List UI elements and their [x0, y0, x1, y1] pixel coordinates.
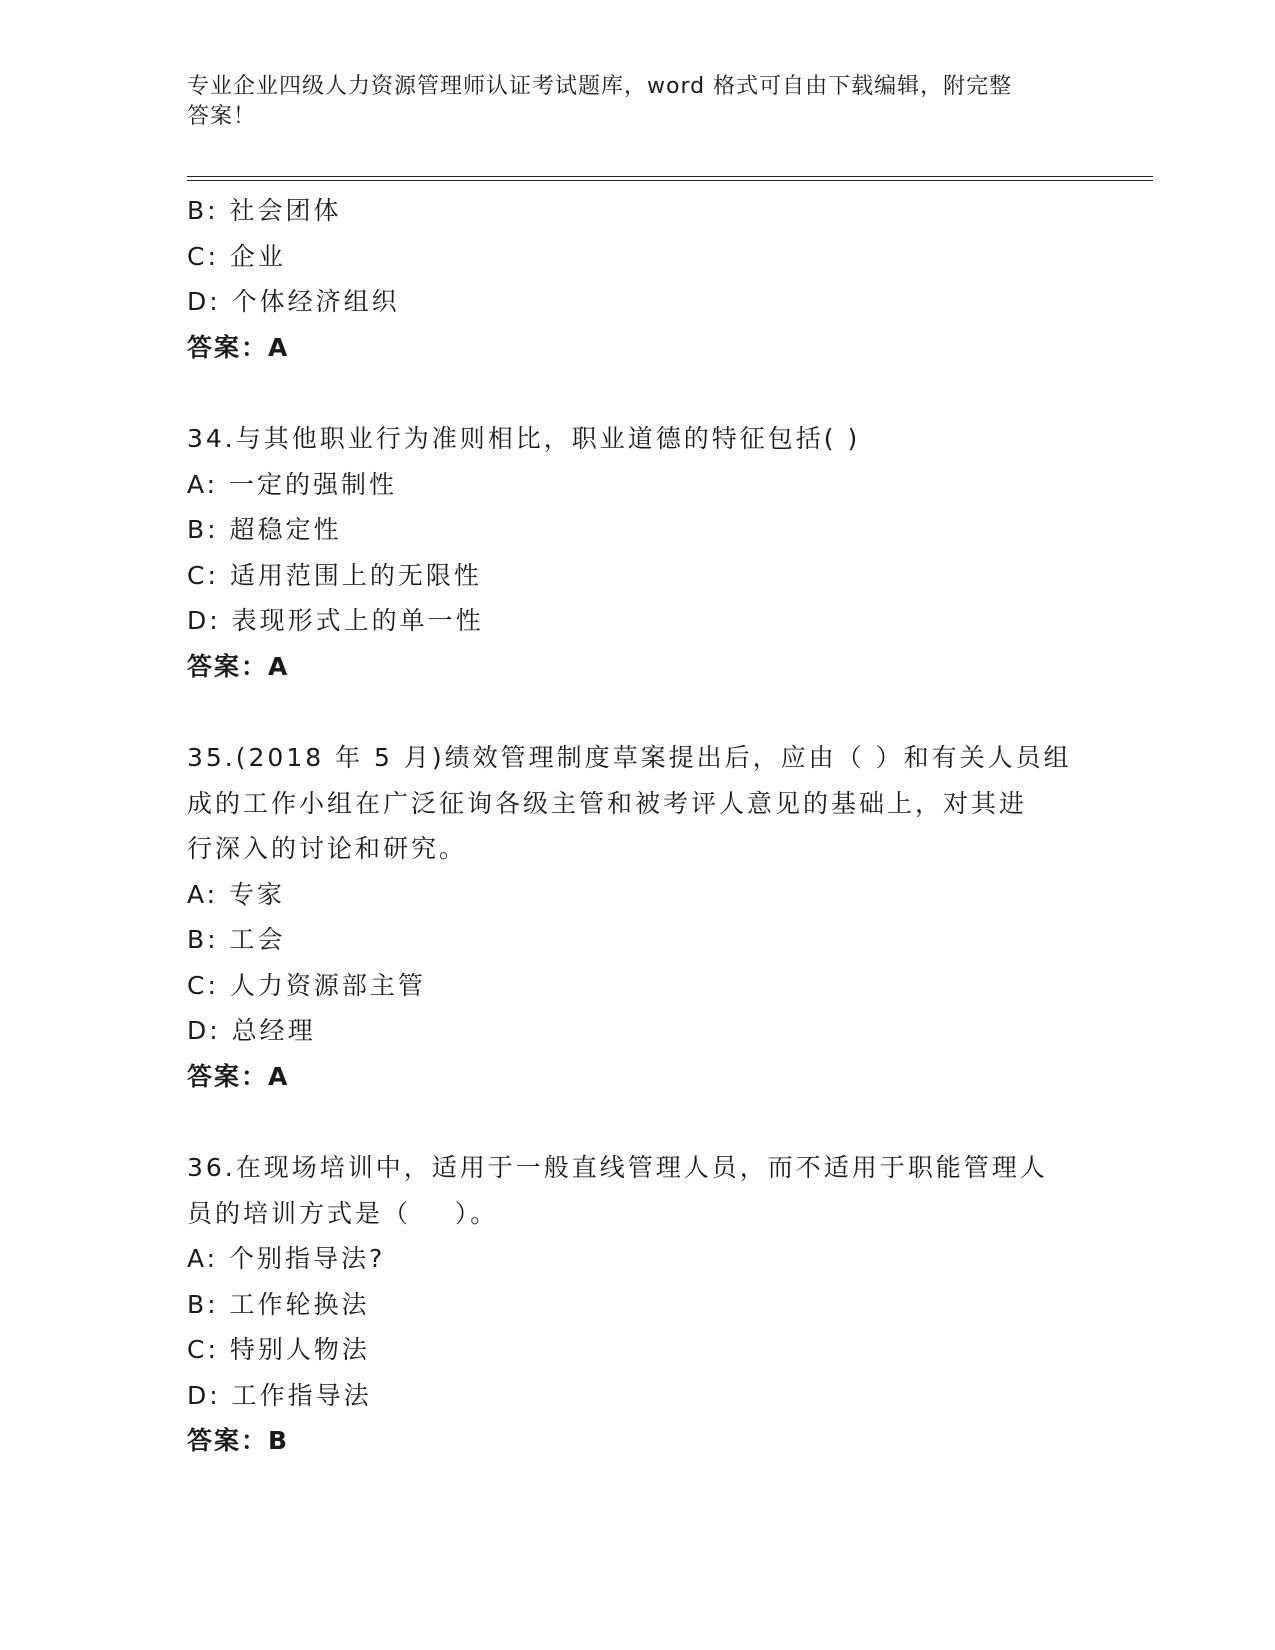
option-d: D: 工作指导法	[187, 1380, 372, 1410]
question-stem-line: 行深入的讨论和研究。	[187, 834, 468, 863]
option-c: C: 适用范围上的无限性	[187, 560, 482, 590]
question-stem-line: 36.在现场培训中，适用于一般直线管理人员，而不适用于职能管理人	[187, 1153, 1048, 1182]
question-36	[187, 1145, 1087, 1464]
option-c: C: 特别人物法	[187, 1335, 370, 1364]
option-c: C: 企业	[187, 241, 286, 271]
header-divider	[187, 176, 1153, 181]
question-stem-line: 员的培训方式是（ ）。	[187, 1198, 499, 1228]
option-a: A: 个别指导法?	[187, 1244, 386, 1273]
answer-line: 答案：A	[187, 332, 290, 362]
document-header	[187, 72, 1067, 132]
answer-line: 答案：B	[187, 1426, 290, 1455]
header-line-1: 专业企业四级人力资源管理师认证考试题库，word 格式可自由下载编辑，附完整	[187, 74, 1013, 99]
option-b: B: 工会	[187, 925, 286, 954]
option-a: A: 专家	[187, 879, 286, 909]
question-34	[187, 416, 1087, 689]
question-stem-line: 成的工作小组在广泛征询各级主管和被考评人意见的基础上，对其进	[187, 788, 1028, 818]
question-stem-line: 34.与其他职业行为准则相比，职业道德的特征包括( )	[187, 424, 861, 453]
option-a: A: 一定的强制性	[187, 469, 398, 499]
option-b: B: 工作轮换法	[187, 1289, 370, 1319]
answer-line: 答案：A	[187, 651, 290, 681]
option-d: D: 个体经济组织	[187, 287, 400, 316]
option-b: B: 社会团体	[187, 196, 342, 225]
option-d: D: 表现形式上的单一性	[187, 606, 484, 635]
header-line-2: 答案！	[187, 104, 257, 129]
question-stem-line: 35.(2018 年 5 月)绩效管理制度草案提出后，应由（ ）和有关人员组	[187, 743, 1072, 772]
question-35	[187, 735, 1087, 1099]
previous-question-continuation	[187, 188, 1087, 370]
answer-line: 答案：A	[187, 1061, 290, 1091]
option-b: B: 超稳定性	[187, 515, 342, 544]
option-c: C: 人力资源部主管	[187, 970, 426, 1000]
option-d: D: 总经理	[187, 1016, 316, 1045]
question-list	[187, 188, 1087, 1510]
